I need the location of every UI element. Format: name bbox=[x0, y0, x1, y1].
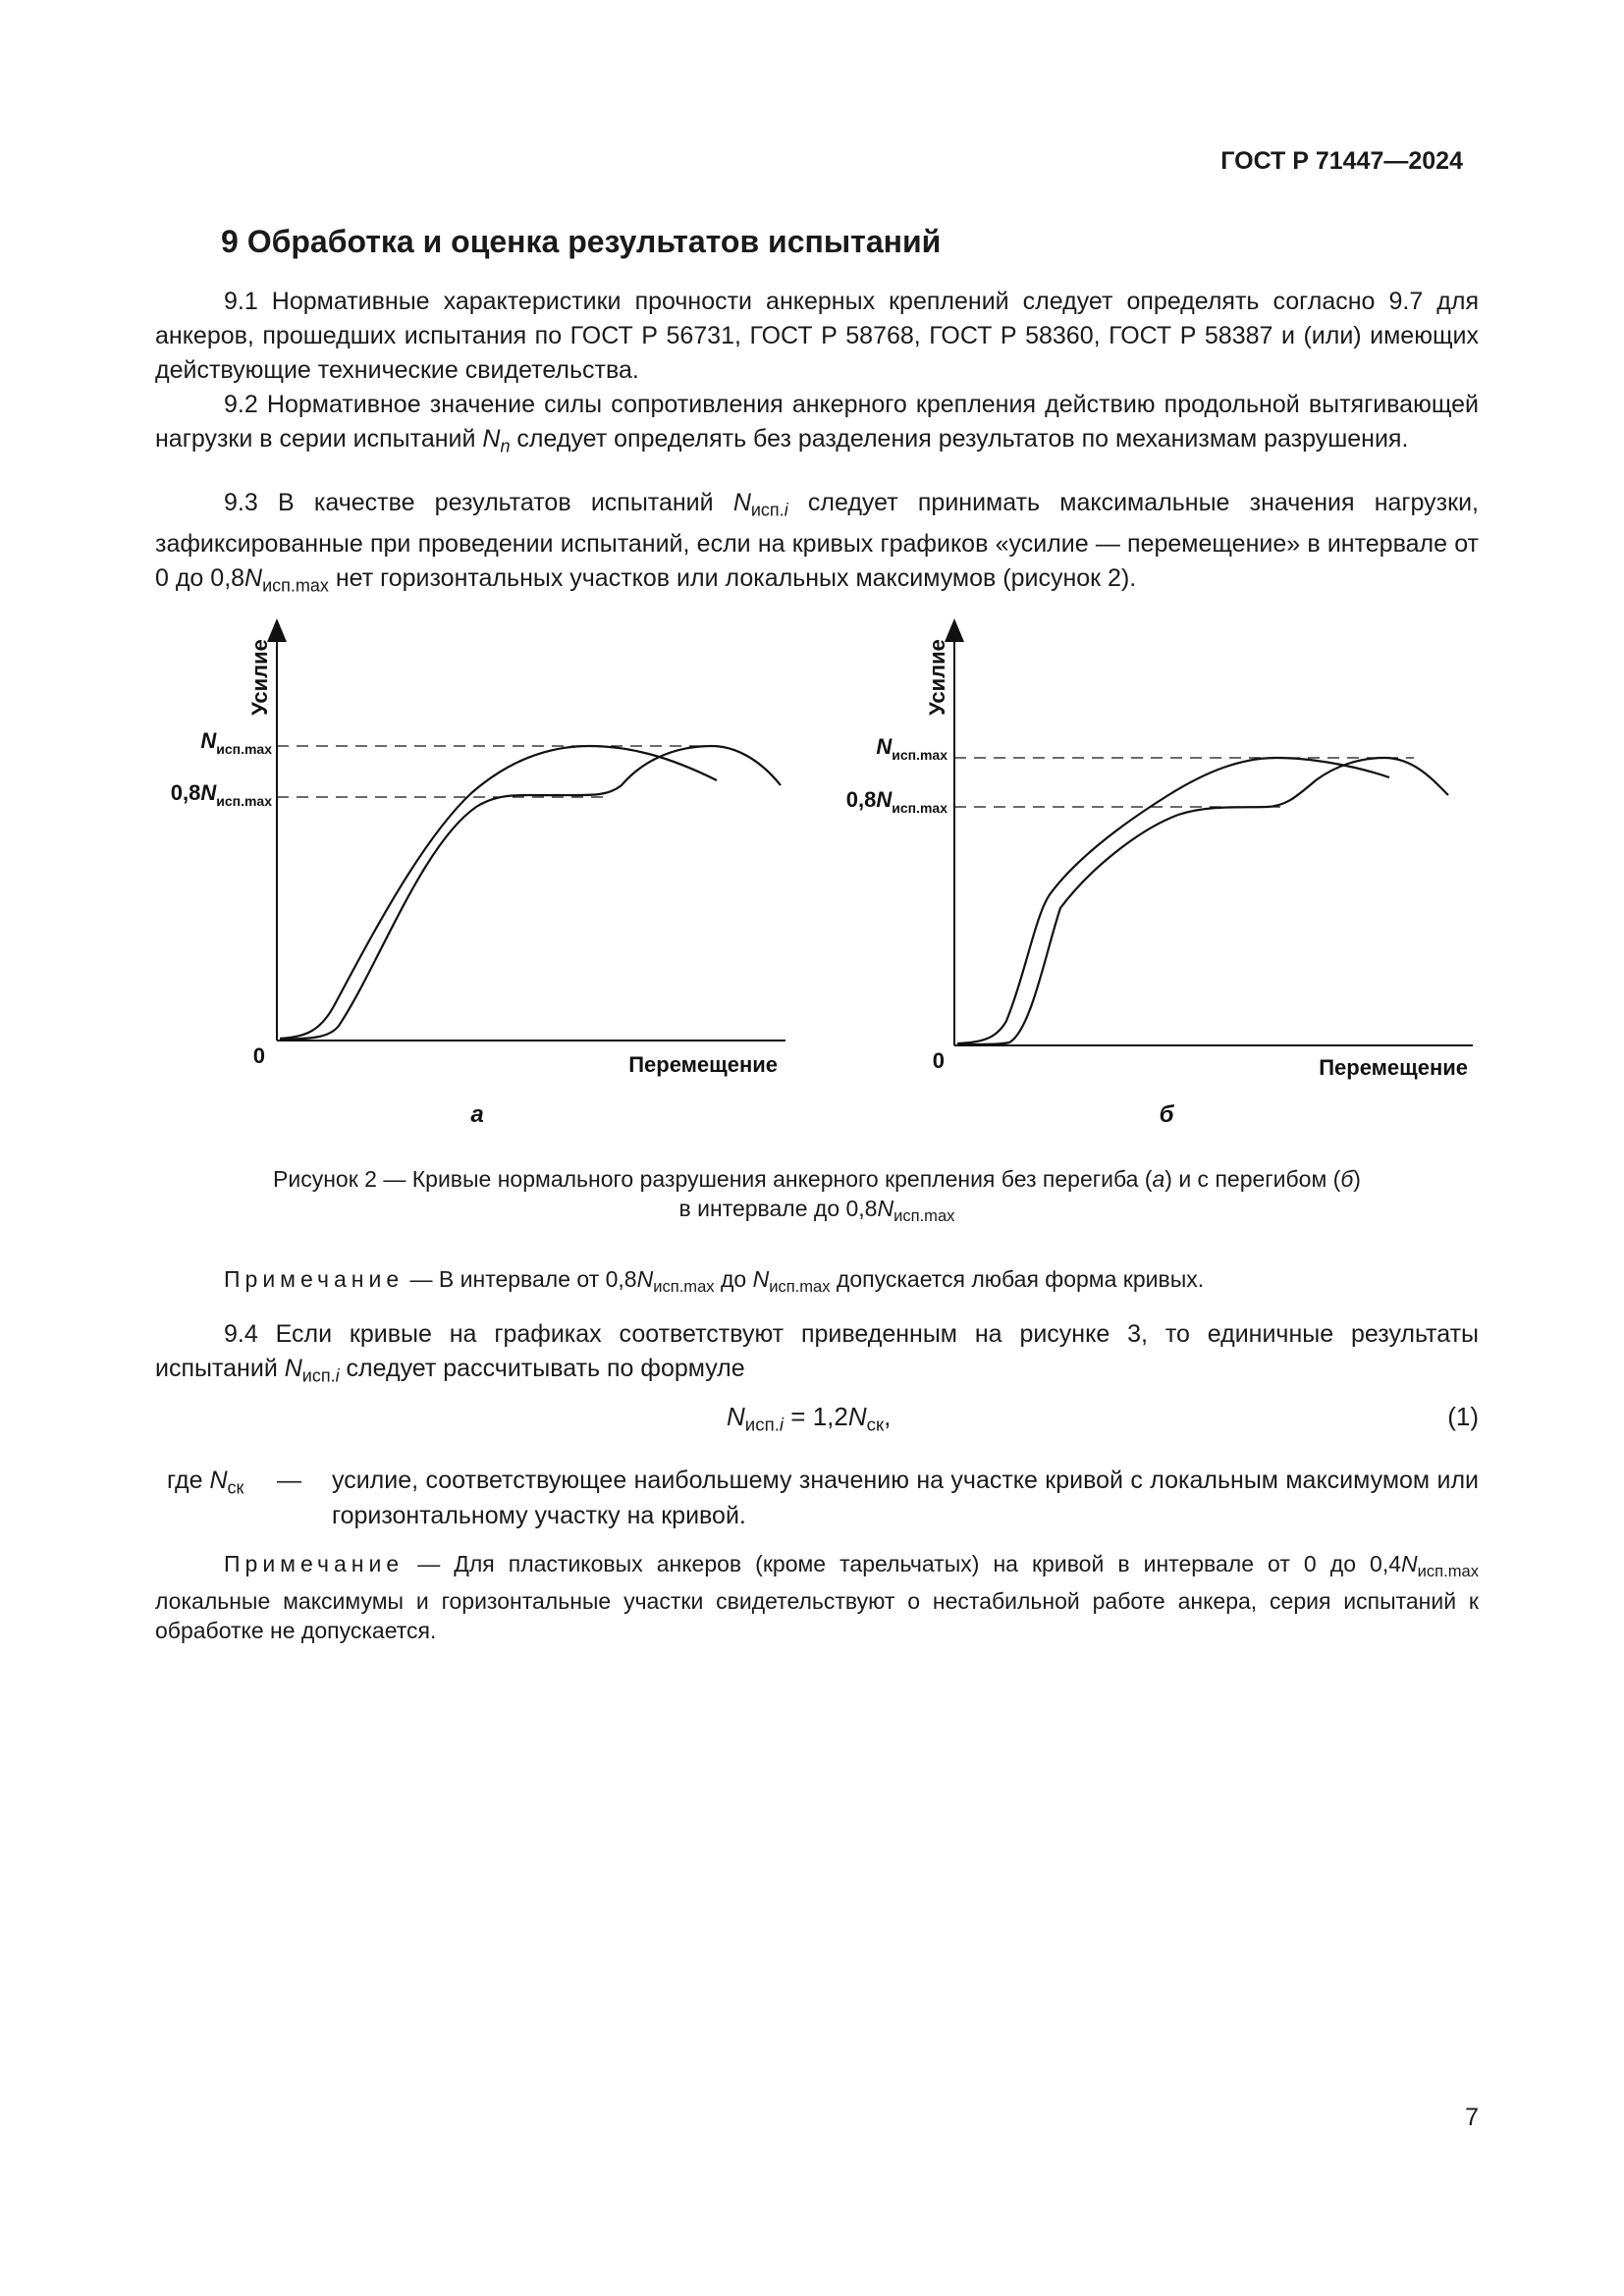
origin-label: 0 bbox=[252, 1043, 265, 1068]
paragraph-9-3: 9.3 В качестве результатов испытаний $N_{исп.i}$ следует принимать максимальные значения нагрузки, зафиксированные при проведении испытаний, если на кривых графиков «усилие — перемещение» в интервале от 0 до $0,8N_{исп.max}$ нет горизонтальных участков или локальных максимумов (рисунок 2). bbox=[155, 489, 1479, 596]
load-curve-2 bbox=[280, 746, 781, 1040]
paragraph-9-1: 9.1 Нормативные характеристики прочности анкерных креплений следует определять согласно 9.7 для анкеров, прошедших испытания по ГОСТ Р 56731, ГОСТ Р 58768, ГОСТ Р 58360, ГОСТ Р 58387 и (или) имеющих действующие технические свидетельства. bbox=[155, 288, 1479, 384]
paragraph-9-4: 9.4 Если кривые на графиках соответствуют приведенным на рисунке 3, то единичные результаты испытаний $N_{исп.i}$ следует рассчитывать по формуле bbox=[155, 1320, 1479, 1386]
note-1: Примечание — В интервале от $0,8N_{исп.max}$ до $N_{исп.max}$ допускается любая форма кривых. bbox=[224, 1266, 1205, 1296]
chart-panel-a bbox=[171, 628, 785, 1128]
n08-label: 0,8Nисп.max bbox=[170, 780, 272, 809]
origin-label: 0 bbox=[932, 1048, 945, 1073]
where-definition-text: усилие, соответствующее наибольшему значению на участке кривой с локальным максимумом или горизонтальному участку на кривой. bbox=[332, 1467, 1479, 1529]
paragraph-9-2: 9.2 Нормативное значение силы сопротивления анкерного крепления действию продольной вытягивающей нагрузки в серии испытаний $N_n$ следует определять без разделения результатов по механизмам разрушения. bbox=[155, 391, 1479, 456]
formula-number: (1) bbox=[1447, 1402, 1479, 1431]
panel-label-a: а bbox=[470, 1101, 484, 1128]
chart-panel-b bbox=[846, 628, 1473, 1128]
document-code: ГОСТ Р 71447—2024 bbox=[1220, 147, 1463, 175]
y-axis-label: Усилие bbox=[925, 639, 949, 716]
nmax-label: Nисп.max bbox=[200, 728, 272, 757]
panel-label-b: б bbox=[1159, 1101, 1174, 1128]
x-axis-label: Перемещение bbox=[628, 1052, 778, 1077]
caption-line-2: в интервале до $0,8N_{исп.max}$ bbox=[678, 1196, 955, 1225]
where-term: где $N_{ск}$ bbox=[167, 1467, 244, 1498]
y-axis-label: Усилие bbox=[247, 639, 272, 716]
n08-label: 0,8Nисп.max bbox=[845, 787, 947, 816]
where-dash: — bbox=[277, 1467, 301, 1494]
x-axis-label: Перемещение bbox=[1319, 1055, 1468, 1080]
page-number: 7 bbox=[1465, 2104, 1479, 2131]
load-curve-1 bbox=[957, 758, 1389, 1043]
load-curve-2 bbox=[957, 758, 1448, 1044]
note-2: Примечание — Для пластиковых анкеров (кроме тарельчатых) на кривой в интервале от 0 до $0,4N_{исп.max}$ локальные максимумы и горизонтальные участки свидетельствуют о нестабильной работе анкера, серия испытаний к обработке не допускается. bbox=[155, 1551, 1479, 1643]
figure-caption bbox=[155, 1164, 1479, 1231]
nmax-label: Nисп.max bbox=[876, 734, 947, 763]
section-title: 9 Обработка и оценка результатов испытаний bbox=[221, 224, 942, 259]
formula-1: $N_{исп.i} = 1,2N_{ск}$, bbox=[727, 1402, 892, 1435]
load-curve-1 bbox=[280, 746, 717, 1039]
caption-line-1: Рисунок 2 — Кривые нормального разрушения анкерного крепления без перегиба (а) и с перегибом (б) bbox=[273, 1166, 1361, 1192]
